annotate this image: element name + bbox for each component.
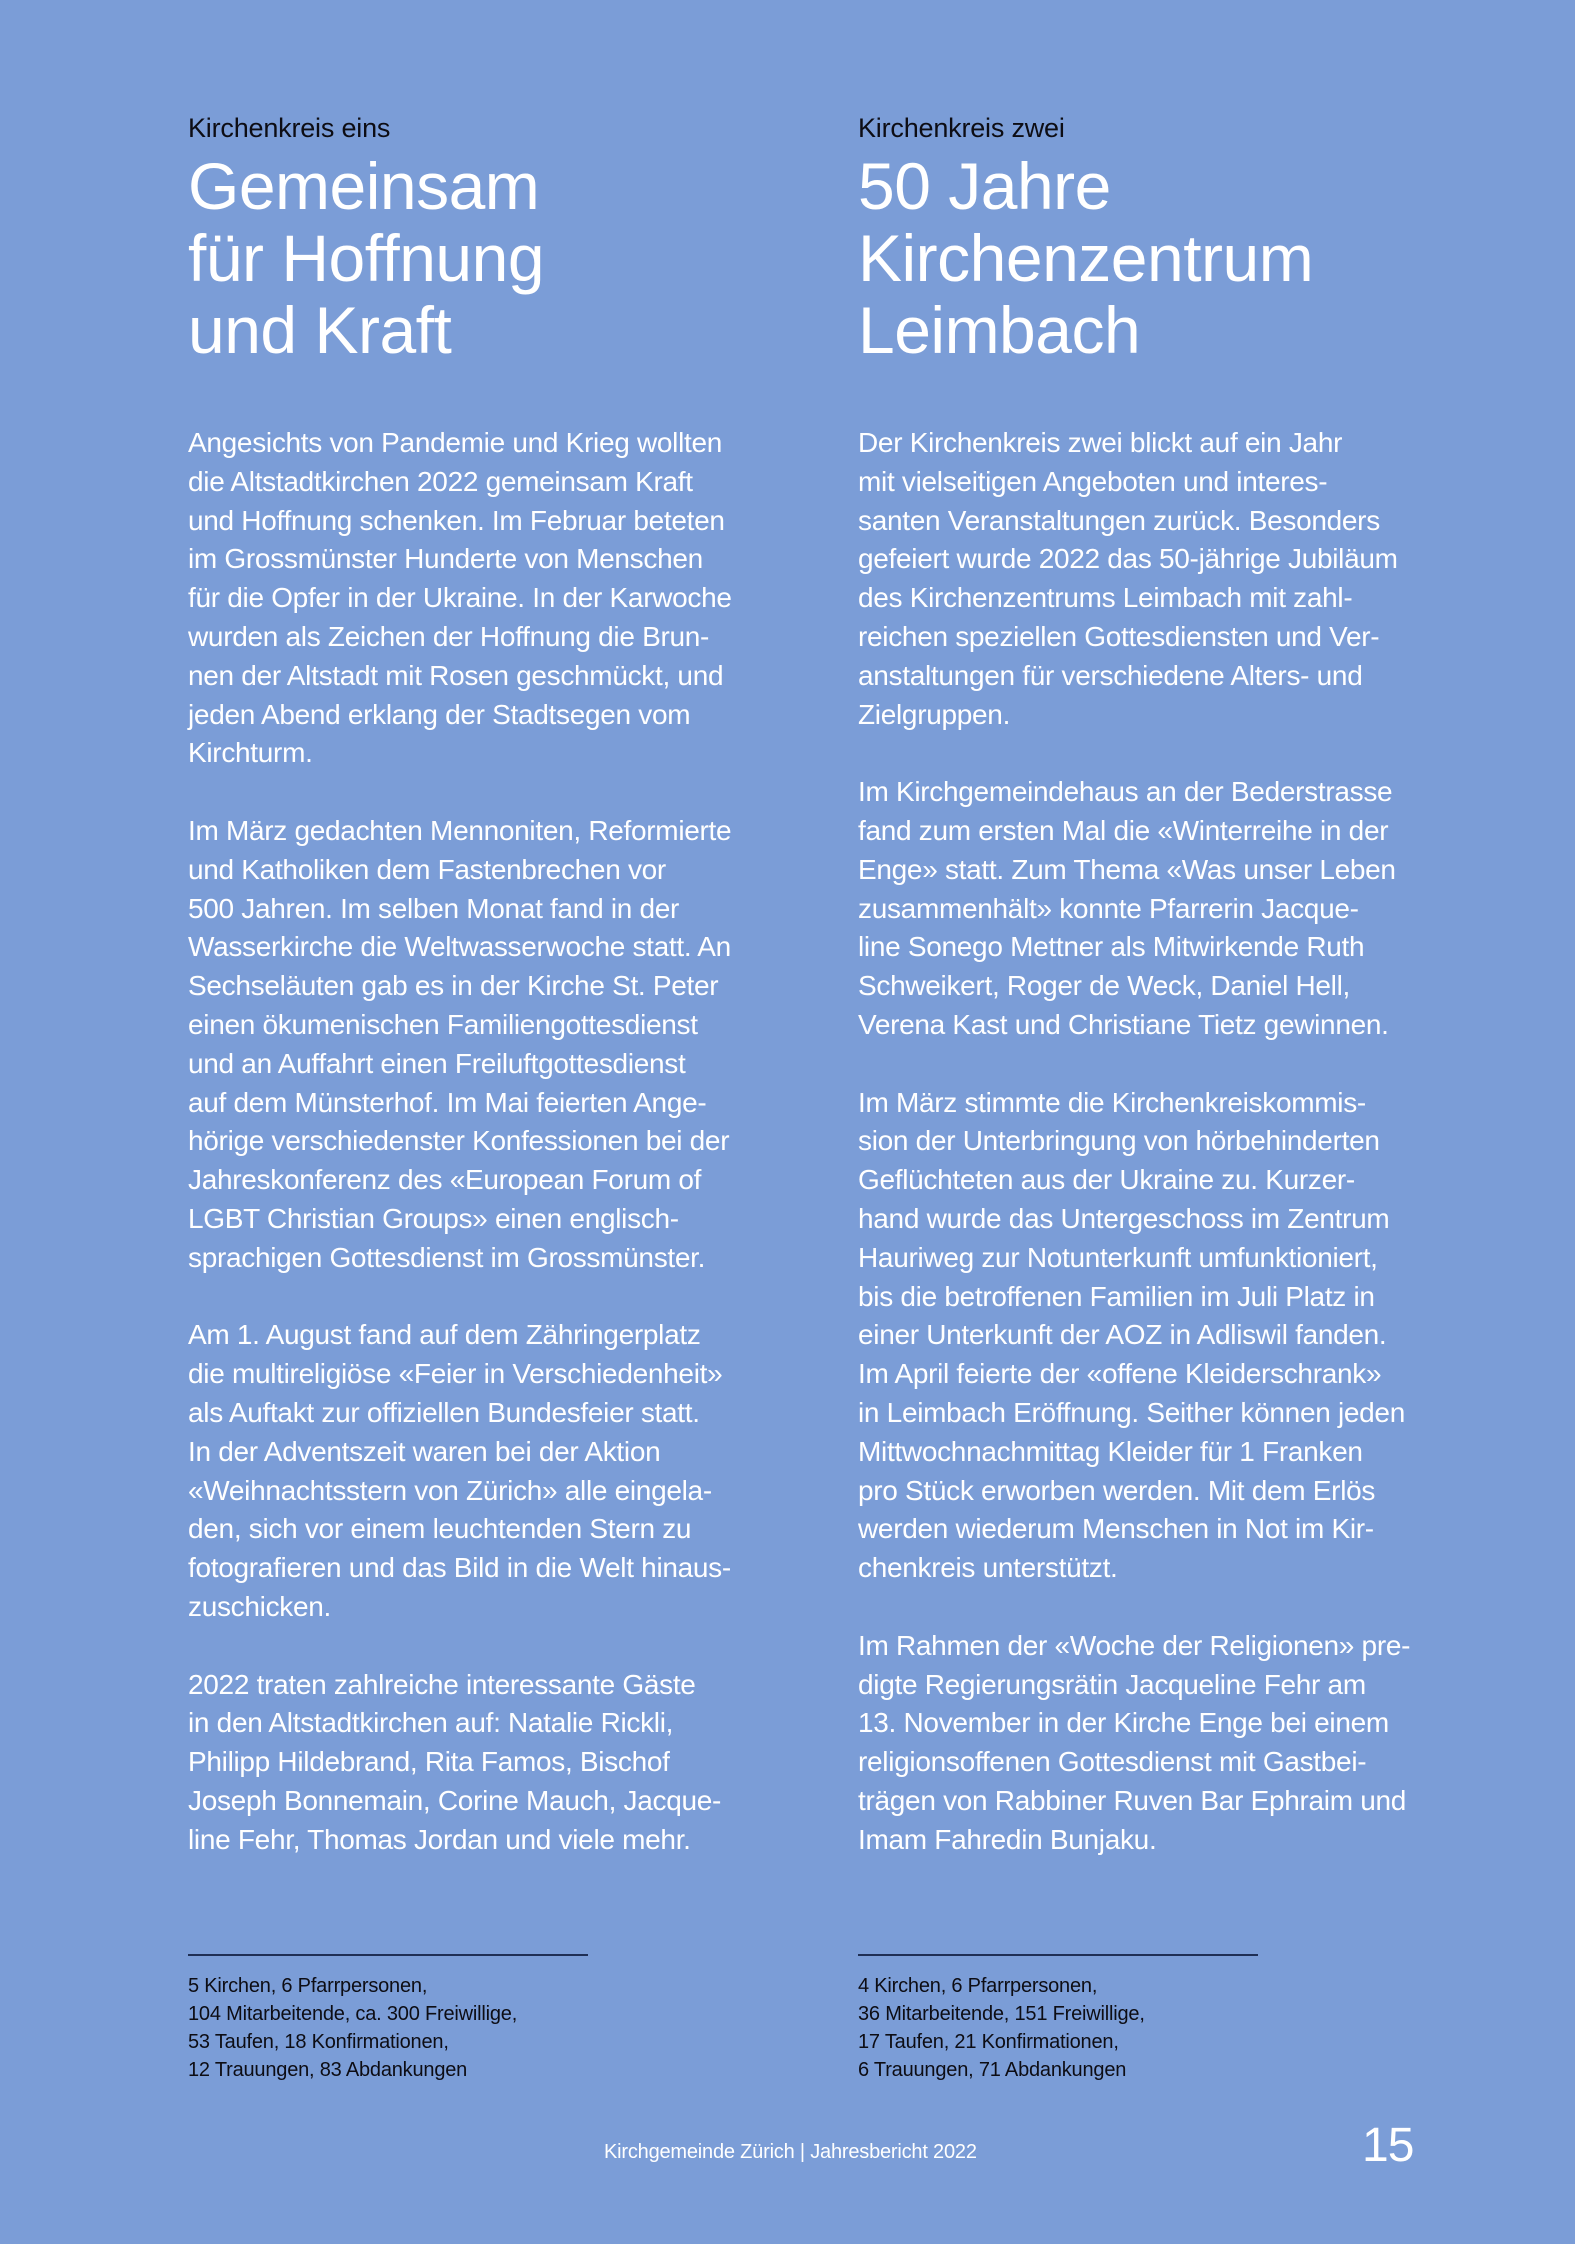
page-number: 15	[1362, 2119, 1414, 2172]
stats-line: 36 Mitarbeitende, 151 Freiwillige,	[858, 2003, 1145, 2025]
stats-line: 104 Mitarbeitende, ca. 300 Freiwillige,	[188, 2003, 518, 2025]
text-line: 2022 traten zahlreiche interessante Gäste	[188, 1668, 696, 1700]
stats-kirchenkreis-eins	[188, 1954, 608, 2084]
text-line: Enge» statt. Zum Thema «Was unser Leben	[858, 853, 1396, 885]
title-line: Gemeinsam	[188, 149, 540, 223]
text-line: digte Regierungsrätin Jacqueline Fehr am	[858, 1668, 1366, 1700]
text-line: Philipp Hildebrand, Rita Famos, Bischof	[188, 1746, 670, 1778]
text-line: LGBT Christian Groups» einen englisch-	[188, 1202, 679, 1234]
text-line: im Grossmünster Hunderte von Menschen	[188, 543, 703, 575]
text-line: einer Unterkunft der AOZ in Adliswil fanden.	[858, 1319, 1387, 1351]
text-line: chenkreis unterstützt.	[858, 1552, 1118, 1584]
article-kirchenkreis-eins	[188, 110, 828, 1898]
text-line: Der Kirchenkreis zwei blickt auf ein Jahr	[858, 427, 1343, 458]
text-line: pro Stück erworben werden. Mit dem Erlös	[858, 1474, 1376, 1506]
text-line: In der Adventszeit waren bei der Aktion	[188, 1435, 661, 1467]
text-line: Im April feierte der «offene Kleiderschrank»	[858, 1358, 1382, 1390]
text-line: für die Opfer in der Ukraine. In der Karwoche	[188, 582, 732, 614]
text-line: Angesichts von Pandemie und Krieg wollten	[188, 427, 723, 458]
stats-text	[188, 1972, 608, 2084]
paragraph	[188, 424, 828, 773]
text-line: als Auftakt zur offiziellen Bundesfeier statt.	[188, 1396, 700, 1428]
text-line: die multireligiöse «Feier in Verschiedenheit»	[188, 1358, 723, 1390]
text-line: Kirchturm.	[188, 737, 313, 769]
text-line: in Leimbach Eröffnung. Seither können jeden	[858, 1396, 1405, 1428]
text-line: hand wurde das Untergeschoss im Zentrum	[858, 1202, 1390, 1234]
text-line: in den Altstadtkirchen auf: Natalie Rickli,	[188, 1707, 674, 1739]
article-kirchenkreis-zwei	[858, 110, 1498, 1898]
text-line: Geflüchteten aus der Ukraine zu. Kurzer-	[858, 1164, 1355, 1196]
text-line: santen Veranstaltungen zurück. Besonders	[858, 504, 1380, 536]
paragraph	[188, 1666, 828, 1860]
text-line: reichen speziellen Gottesdiensten und Ver-	[858, 620, 1380, 652]
text-line: religionsoffenen Gottesdienst mit Gastbei-	[858, 1746, 1367, 1778]
stats-line: 12 Trauungen, 83 Abdankungen	[188, 2059, 468, 2081]
text-line: line Sonego Mettner als Mitwirkende Ruth	[858, 931, 1365, 963]
text-line: Mittwochnachmittag Kleider für 1 Franken	[858, 1435, 1363, 1467]
text-line: des Kirchenzentrums Leimbach mit zahl-	[858, 582, 1353, 614]
paragraph	[188, 812, 828, 1278]
text-line: auf dem Münsterhof. Im Mai feierten Ange-	[188, 1086, 707, 1118]
text-line: nen der Altstadt mit Rosen geschmückt, und	[188, 659, 724, 691]
paragraph	[858, 773, 1498, 1045]
text-line: wurden als Zeichen der Hoffnung die Brun-	[188, 620, 710, 652]
text-line: Im März gedachten Mennoniten, Reformierte	[188, 814, 732, 846]
stats-kirchenkreis-zwei	[858, 1954, 1278, 2084]
text-line: den, sich vor einem leuchtenden Stern zu	[188, 1513, 692, 1545]
stats-text	[858, 1972, 1278, 2084]
title-line: und Kraft	[188, 293, 452, 367]
text-line: «Weihnachtsstern von Zürich» alle eingela-	[188, 1474, 712, 1506]
text-line: 13. November in der Kirche Enge bei einem	[858, 1707, 1389, 1739]
title-line: Leimbach	[858, 293, 1141, 367]
text-line: Sechseläuten gab es in der Kirche St. Peter	[188, 970, 719, 1002]
text-line: anstaltungen für verschiedene Alters- und	[858, 659, 1363, 691]
text-line: hörige verschiedenster Konfessionen bei der	[188, 1125, 730, 1157]
text-line: Im März stimmte die Kirchenkreiskommis-	[858, 1086, 1366, 1118]
divider	[188, 1954, 588, 1956]
text-line: 500 Jahren. Im selben Monat fand in der	[188, 892, 680, 924]
title-line: Kirchenzentrum	[858, 221, 1314, 295]
paragraph	[858, 424, 1498, 734]
article-title	[858, 150, 1498, 366]
text-line: jeden Abend erklang der Stadtsegen vom	[188, 698, 691, 730]
text-line: fotografieren und das Bild in die Welt hinaus-	[188, 1552, 731, 1584]
text-line: Verena Kast und Christiane Tietz gewinnen.	[858, 1008, 1389, 1040]
stats-line: 4 Kirchen, 6 Pfarrpersonen,	[858, 1975, 1098, 1997]
article-title	[188, 150, 828, 366]
stats-line: 53 Taufen, 18 Konfirmationen,	[188, 2031, 449, 2053]
title-line: 50 Jahre	[858, 149, 1111, 223]
text-line: mit vielseitigen Angeboten und interes-	[858, 465, 1328, 497]
text-line: und an Auffahrt einen Freiluftgottesdienst	[188, 1047, 686, 1079]
text-line: Imam Fahredin Bunjaku.	[858, 1823, 1157, 1855]
paragraph	[858, 1084, 1498, 1588]
text-line: Im Rahmen der «Woche der Religionen» pre-	[858, 1629, 1411, 1661]
stats-line: 17 Taufen, 21 Konfirmationen,	[858, 2031, 1119, 2053]
article-body	[858, 424, 1498, 1859]
text-line: Schweikert, Roger de Weck, Daniel Hell,	[858, 970, 1350, 1002]
divider	[858, 1954, 1258, 1956]
text-line: bis die betroffenen Familien im Juli Platz in	[858, 1280, 1375, 1312]
text-line: Am 1. August fand auf dem Zähringerplatz	[188, 1319, 701, 1351]
text-line: und Hoffnung schenken. Im Februar beteten	[188, 504, 725, 536]
stats-line: 6 Trauungen, 71 Abdankungen	[858, 2059, 1127, 2081]
text-line: gefeiert wurde 2022 das 50-jährige Jubiläum	[858, 543, 1398, 575]
text-line: Wasserkirche die Weltwasserwoche statt. An	[188, 931, 731, 963]
stats-line: 5 Kirchen, 6 Pfarrpersonen,	[188, 1975, 428, 1997]
section-kicker: Kirchenkreis zwei	[858, 113, 1065, 143]
text-line: Zielgruppen.	[858, 698, 1011, 730]
text-line: sion der Unterbringung von hörbehinderten	[858, 1125, 1380, 1157]
text-line: Hauriweg zur Notunterkunft umfunktioniert,	[858, 1241, 1378, 1273]
text-line: zuschicken.	[188, 1590, 331, 1622]
paragraph	[858, 1627, 1498, 1860]
text-line: werden wiederum Menschen in Not im Kir-	[858, 1513, 1374, 1545]
text-line: fand zum ersten Mal die «Winterreihe in der	[858, 814, 1389, 846]
text-line: Jahreskonferenz des «European Forum of	[188, 1164, 702, 1196]
article-body	[188, 424, 828, 1859]
text-line: zusammenhält» konnte Pfarrerin Jacque-	[858, 892, 1359, 924]
text-line: trägen von Rabbiner Ruven Bar Ephraim und	[858, 1784, 1407, 1816]
text-line: die Altstadtkirchen 2022 gemeinsam Kraft	[188, 465, 693, 497]
text-line: line Fehr, Thomas Jordan und viele mehr.	[188, 1823, 691, 1855]
text-line: und Katholiken dem Fastenbrechen vor	[188, 853, 666, 885]
text-line: sprachigen Gottesdienst im Grossmünster.	[188, 1241, 706, 1273]
title-line: für Hoffnung	[188, 221, 545, 295]
paragraph	[188, 1316, 828, 1626]
section-kicker: Kirchenkreis eins	[188, 113, 391, 143]
text-line: Joseph Bonnemain, Corine Mauch, Jacque-	[188, 1784, 722, 1816]
text-line: einen ökumenischen Familiengottesdienst	[188, 1008, 698, 1040]
publication-footer: Kirchgemeinde Zürich | Jahresbericht 2022	[604, 2141, 977, 2163]
text-line: Im Kirchgemeindehaus an der Bederstrasse	[858, 776, 1393, 808]
